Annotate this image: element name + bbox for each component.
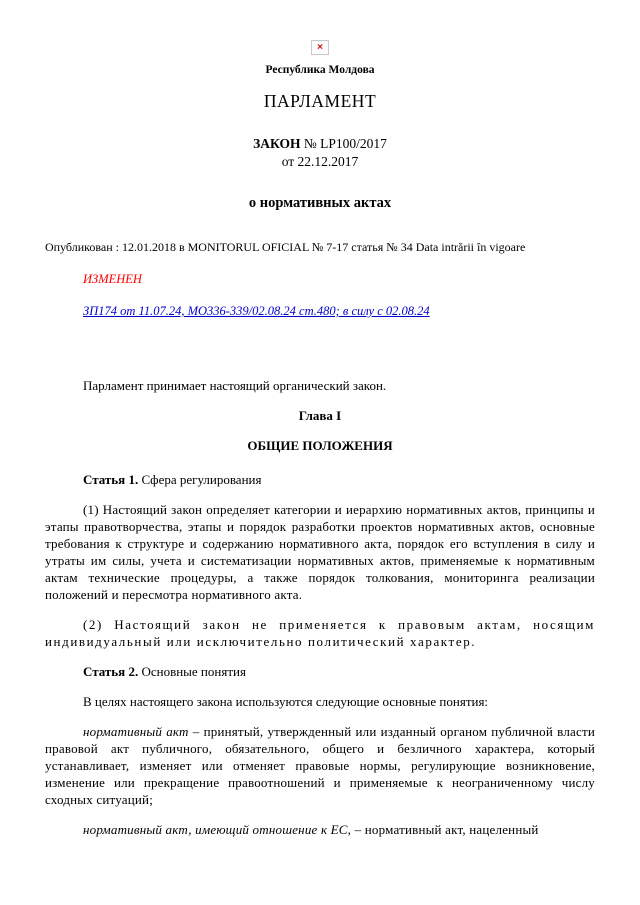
article-1-paragraph-2: (2) Настоящий закон не применяется к правовым актам, носящим индивидуальный или исключительно политический характер. (45, 617, 595, 649)
law-label: ЗАКОН (253, 136, 301, 151)
law-date: от 22.12.2017 (281, 154, 359, 169)
article-2-heading (45, 663, 595, 680)
term-2-definition: – нормативный акт, нацеленный (351, 822, 539, 837)
chapter-title: ОБЩИЕ ПОЛОЖЕНИЯ (247, 438, 393, 453)
amendment-link[interactable]: ЗП174 от 11.07.24, MO336-339/02.08.24 ст.480; в силу с 02.08.24 (83, 304, 430, 318)
article-1-title: Сфера регулирования (138, 472, 262, 487)
broken-image-glyph: × (317, 41, 323, 53)
term-2-name: нормативный акт, имеющий отношение к ЕС, (83, 822, 352, 837)
institution-title: ПАРЛАМЕНТ (263, 91, 377, 111)
chapter-label: Глава I (298, 408, 342, 423)
article-1-paragraph-1: (1) Настоящий закон определяет категории и иерархию нормативных актов, принципы и этапы правотворчества, этапы и порядок разработки проектов нормативных актов, основные требования к структуре и содержанию нормативного акта, порядок его вступления в силу и утраты им силы, учета и систематизации нормативных актов, применяемые к нормативным актам технические процедуры, а также порядок толкования, мониторинга реализации положений и пересмотра нормативного акта. (45, 502, 595, 602)
law-number: № LP100/2017 (300, 136, 387, 151)
law-number-line (45, 135, 595, 153)
amendment-line (83, 302, 595, 320)
term-eu-related-act (45, 821, 595, 838)
article-1-label: Статья 1. (83, 472, 139, 487)
article-2-label: Статья 2. (83, 664, 139, 679)
broken-image-icon (311, 40, 329, 55)
document-header (45, 40, 595, 212)
article-2-intro: В целях настоящего закона используются следующие основные понятия: (83, 694, 489, 709)
country-title: Республика Молдова (265, 64, 375, 76)
document-title: о нормативных актах (248, 195, 392, 211)
published-line: Опубликован : 12.01.2018 в MONITORUL OFICIAL № 7-17 статья № 34 Data intrării în vigoare (45, 240, 526, 254)
term-1-definition: – принятый, утвержденный или изданный органом публичной власти правовой акт публичного, обязательного, общего и безличного характера, который устанавливает, изменяет или отменяет правовые нормы, регулирующие возникновение, изменение или прекращение правоотношений и применяемые к неограниченному числу сходных ситуаций; (45, 724, 596, 807)
term-normative-act (45, 723, 595, 808)
amended-label: ИЗМЕНЕН (83, 272, 142, 286)
article-1-heading (45, 471, 595, 488)
term-1-name: нормативный акт (83, 724, 189, 739)
article-2-title: Основные понятия (138, 664, 246, 679)
intro-paragraph: Парламент принимает настоящий органический закон. (83, 378, 387, 393)
